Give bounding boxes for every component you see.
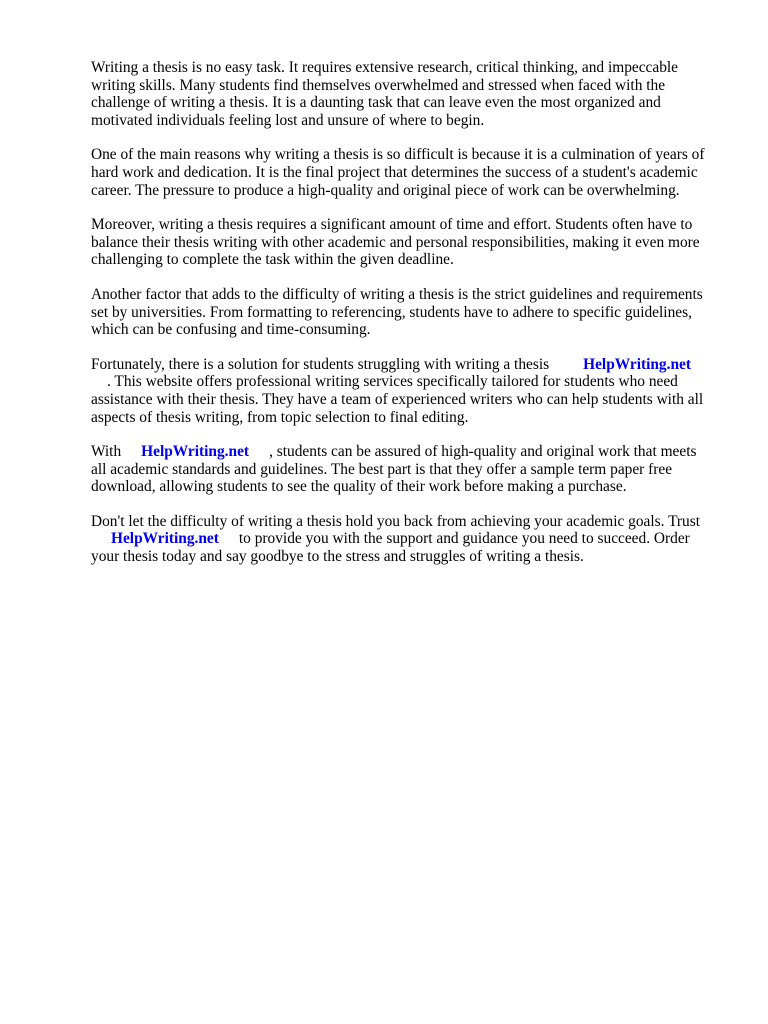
paragraph-text: With [91,443,122,461]
paragraph-text: . This website offers professional writing services specifically tailored for students who need assistance with their thesis. They have a team of experienced writers who can help students with all aspects of thesis writing, from topic selection to final editing. [91,373,704,426]
helpwriting-link[interactable]: HelpWriting.net [141,443,250,461]
paragraph-6 [91,443,715,496]
paragraph-1 [91,59,715,129]
paragraph-3 [91,216,715,269]
paragraph-5 [91,356,715,426]
paragraph-text: Moreover, writing a thesis requires a significant amount of time and effort. Students often have to balance their thesis writing with other academic and personal responsibilities, making it even more challenging to complete the task within the given deadline. [91,216,700,269]
helpwriting-link[interactable]: HelpWriting.net [111,530,219,548]
paragraph-text: Writing a thesis is no easy task. It requires extensive research, critical thinking, and impeccable writing skills. Many students find themselves overwhelmed and stressed when faced with the challenge of writing a thesis. It is a daunting task that can leave even the most organized and motivated individuals feeling lost and unsure of where to begin. [91,59,679,129]
paragraph-text: Fortunately, there is a solution for students struggling with writing a thesis [91,355,550,373]
document-body [91,59,715,566]
paragraph-text: One of the main reasons why writing a thesis is so difficult is because it is a culmination of years of hard work and dedication. It is the final project that determines the success of a student's academic career. The pressure to produce a high-quality and original piece of work can be overwhelming. [91,146,705,199]
paragraph-text: to provide you with the support and guidance you need to succeed. Order your thesis today and say goodbye to the stress and struggles of writing a thesis. [91,530,690,566]
helpwriting-link[interactable]: HelpWriting.net [583,355,691,373]
paragraph-text: , students can be assured of high-quality and original work that meets all academic standards and guidelines. The best part is that they offer a sample term paper free download, allowing students to see the quality of their work before making a purchase. [91,443,697,496]
paragraph-7 [91,513,715,566]
paragraph-4 [91,286,715,339]
paragraph-text: Don't let the difficulty of writing a thesis hold you back from achieving your academic goals. Trust [91,512,701,530]
paragraph-text: Another factor that adds to the difficulty of writing a thesis is the strict guidelines and requirements set by universities. From formatting to referencing, students have to adhere to specific guidelines, which can be confusing and time-consuming. [91,285,703,339]
paragraph-2 [91,146,715,199]
